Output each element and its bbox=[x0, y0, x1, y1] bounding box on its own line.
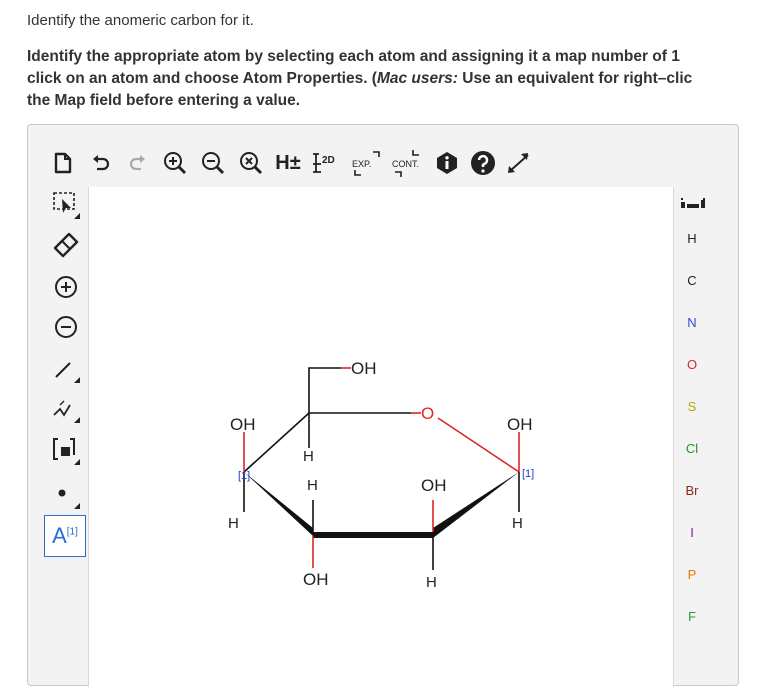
new-document-icon bbox=[52, 151, 74, 175]
marquee-select-icon bbox=[50, 189, 82, 221]
h-c2-label: H bbox=[426, 574, 437, 591]
new-document-button[interactable] bbox=[47, 143, 79, 183]
element-br-button[interactable]: Br bbox=[685, 483, 699, 498]
mac-users-label: Mac users: bbox=[376, 70, 458, 87]
element-f-button[interactable]: F bbox=[688, 609, 696, 624]
question-prompt: Identify the anomeric carbon for it. bbox=[27, 12, 254, 29]
element-c-button[interactable]: C bbox=[687, 273, 697, 288]
bracket-icon bbox=[50, 435, 82, 467]
bond-c5-c6 bbox=[309, 368, 341, 413]
zoom-in-icon bbox=[162, 150, 188, 176]
negative-charge-button[interactable] bbox=[48, 309, 84, 345]
clean-2d-label: 2D bbox=[322, 155, 335, 166]
left-toolbar bbox=[44, 187, 88, 687]
molecule-structure bbox=[89, 187, 673, 687]
radical-tool-button[interactable] bbox=[48, 477, 84, 513]
top-toolbar bbox=[47, 143, 747, 187]
zoom-reset-button[interactable] bbox=[235, 143, 267, 183]
h-c4-label: H bbox=[307, 477, 318, 494]
instructions-line-2b: Use an equivalent for right–clic bbox=[457, 70, 693, 87]
element-i-button[interactable]: I bbox=[690, 525, 694, 540]
redo-button[interactable] bbox=[121, 143, 153, 183]
selection-tool-button[interactable] bbox=[48, 187, 84, 223]
expand-button[interactable] bbox=[349, 143, 385, 183]
zoom-out-icon bbox=[200, 150, 226, 176]
instructions-line-2a: click on an atom and choose Atom Properties. ( bbox=[27, 70, 377, 87]
wedge-c4-c3 bbox=[244, 472, 313, 536]
element-o-button[interactable]: O bbox=[686, 357, 698, 372]
zoom-reset-icon bbox=[238, 150, 264, 176]
contract-label: CONT. bbox=[392, 159, 419, 169]
instructions-line-1: Identify the appropriate atom by selecting each atom and assigning it a map number of 1 bbox=[27, 48, 680, 65]
zoom-in-button[interactable] bbox=[159, 143, 191, 183]
instructions-line-3: the Map field before entering a value. bbox=[27, 92, 301, 109]
bracket-tool-button[interactable] bbox=[48, 433, 84, 469]
minus-charge-icon bbox=[53, 314, 79, 340]
h-right-label: H bbox=[512, 515, 523, 532]
element-palette bbox=[672, 187, 712, 687]
atom-map-letter: A bbox=[52, 523, 67, 548]
eraser-icon bbox=[52, 231, 80, 259]
element-cl-button[interactable]: Cl bbox=[685, 441, 699, 456]
zoom-out-button[interactable] bbox=[197, 143, 229, 183]
clean-2d-icon bbox=[310, 150, 340, 176]
periodic-table-button[interactable] bbox=[680, 195, 706, 216]
atom-map-superscript: [1] bbox=[66, 526, 78, 538]
help-icon bbox=[470, 150, 496, 176]
atom-map-label bbox=[52, 523, 78, 549]
radical-dot-icon bbox=[50, 479, 82, 511]
instructions bbox=[27, 46, 692, 112]
contract-icon bbox=[389, 148, 427, 178]
atom-map-right: [1] bbox=[522, 468, 535, 480]
fullscreen-button[interactable] bbox=[503, 143, 535, 183]
undo-button[interactable] bbox=[85, 143, 117, 183]
h-c5-label: H bbox=[303, 448, 314, 465]
ring-oxygen-label: O bbox=[421, 404, 435, 423]
contract-button[interactable] bbox=[389, 143, 427, 183]
add-hydrogens-button[interactable]: H± bbox=[275, 151, 301, 174]
bond-tool-button[interactable] bbox=[48, 351, 84, 387]
element-n-button[interactable]: N bbox=[687, 315, 697, 330]
single-bond-icon bbox=[50, 353, 82, 385]
atom-map-left: [1] bbox=[238, 470, 251, 482]
instructions-line-2 bbox=[27, 68, 692, 90]
help-button[interactable] bbox=[467, 143, 499, 183]
drawing-canvas[interactable] bbox=[88, 187, 674, 687]
h-left-label: H bbox=[228, 515, 239, 532]
expand-icon bbox=[349, 148, 385, 178]
oh-left-label: OH bbox=[230, 415, 256, 434]
eraser-tool-button[interactable] bbox=[48, 227, 84, 263]
undo-icon bbox=[90, 152, 112, 174]
oh-top-label: OH bbox=[351, 359, 377, 378]
plus-charge-icon bbox=[53, 274, 79, 300]
expand-label: EXP. bbox=[352, 159, 372, 169]
oh-c3-label: OH bbox=[303, 570, 329, 589]
element-s-button[interactable]: S bbox=[687, 399, 697, 414]
chain-icon bbox=[50, 393, 82, 425]
oh-right-label: OH bbox=[507, 415, 533, 434]
fullscreen-icon bbox=[505, 150, 533, 176]
bond-c3-c2 bbox=[313, 532, 433, 538]
clean-2d-button[interactable] bbox=[309, 143, 341, 183]
info-icon bbox=[435, 151, 459, 175]
element-h-button[interactable]: H bbox=[687, 231, 697, 246]
positive-charge-button[interactable] bbox=[48, 269, 84, 305]
redo-icon bbox=[126, 152, 148, 174]
atom-map-tool-button[interactable] bbox=[44, 515, 86, 557]
periodic-table-icon bbox=[680, 195, 706, 211]
info-button[interactable] bbox=[431, 143, 463, 183]
element-p-button[interactable]: P bbox=[687, 567, 697, 582]
chain-tool-button[interactable] bbox=[48, 391, 84, 427]
oh-c2-label: OH bbox=[421, 476, 447, 495]
